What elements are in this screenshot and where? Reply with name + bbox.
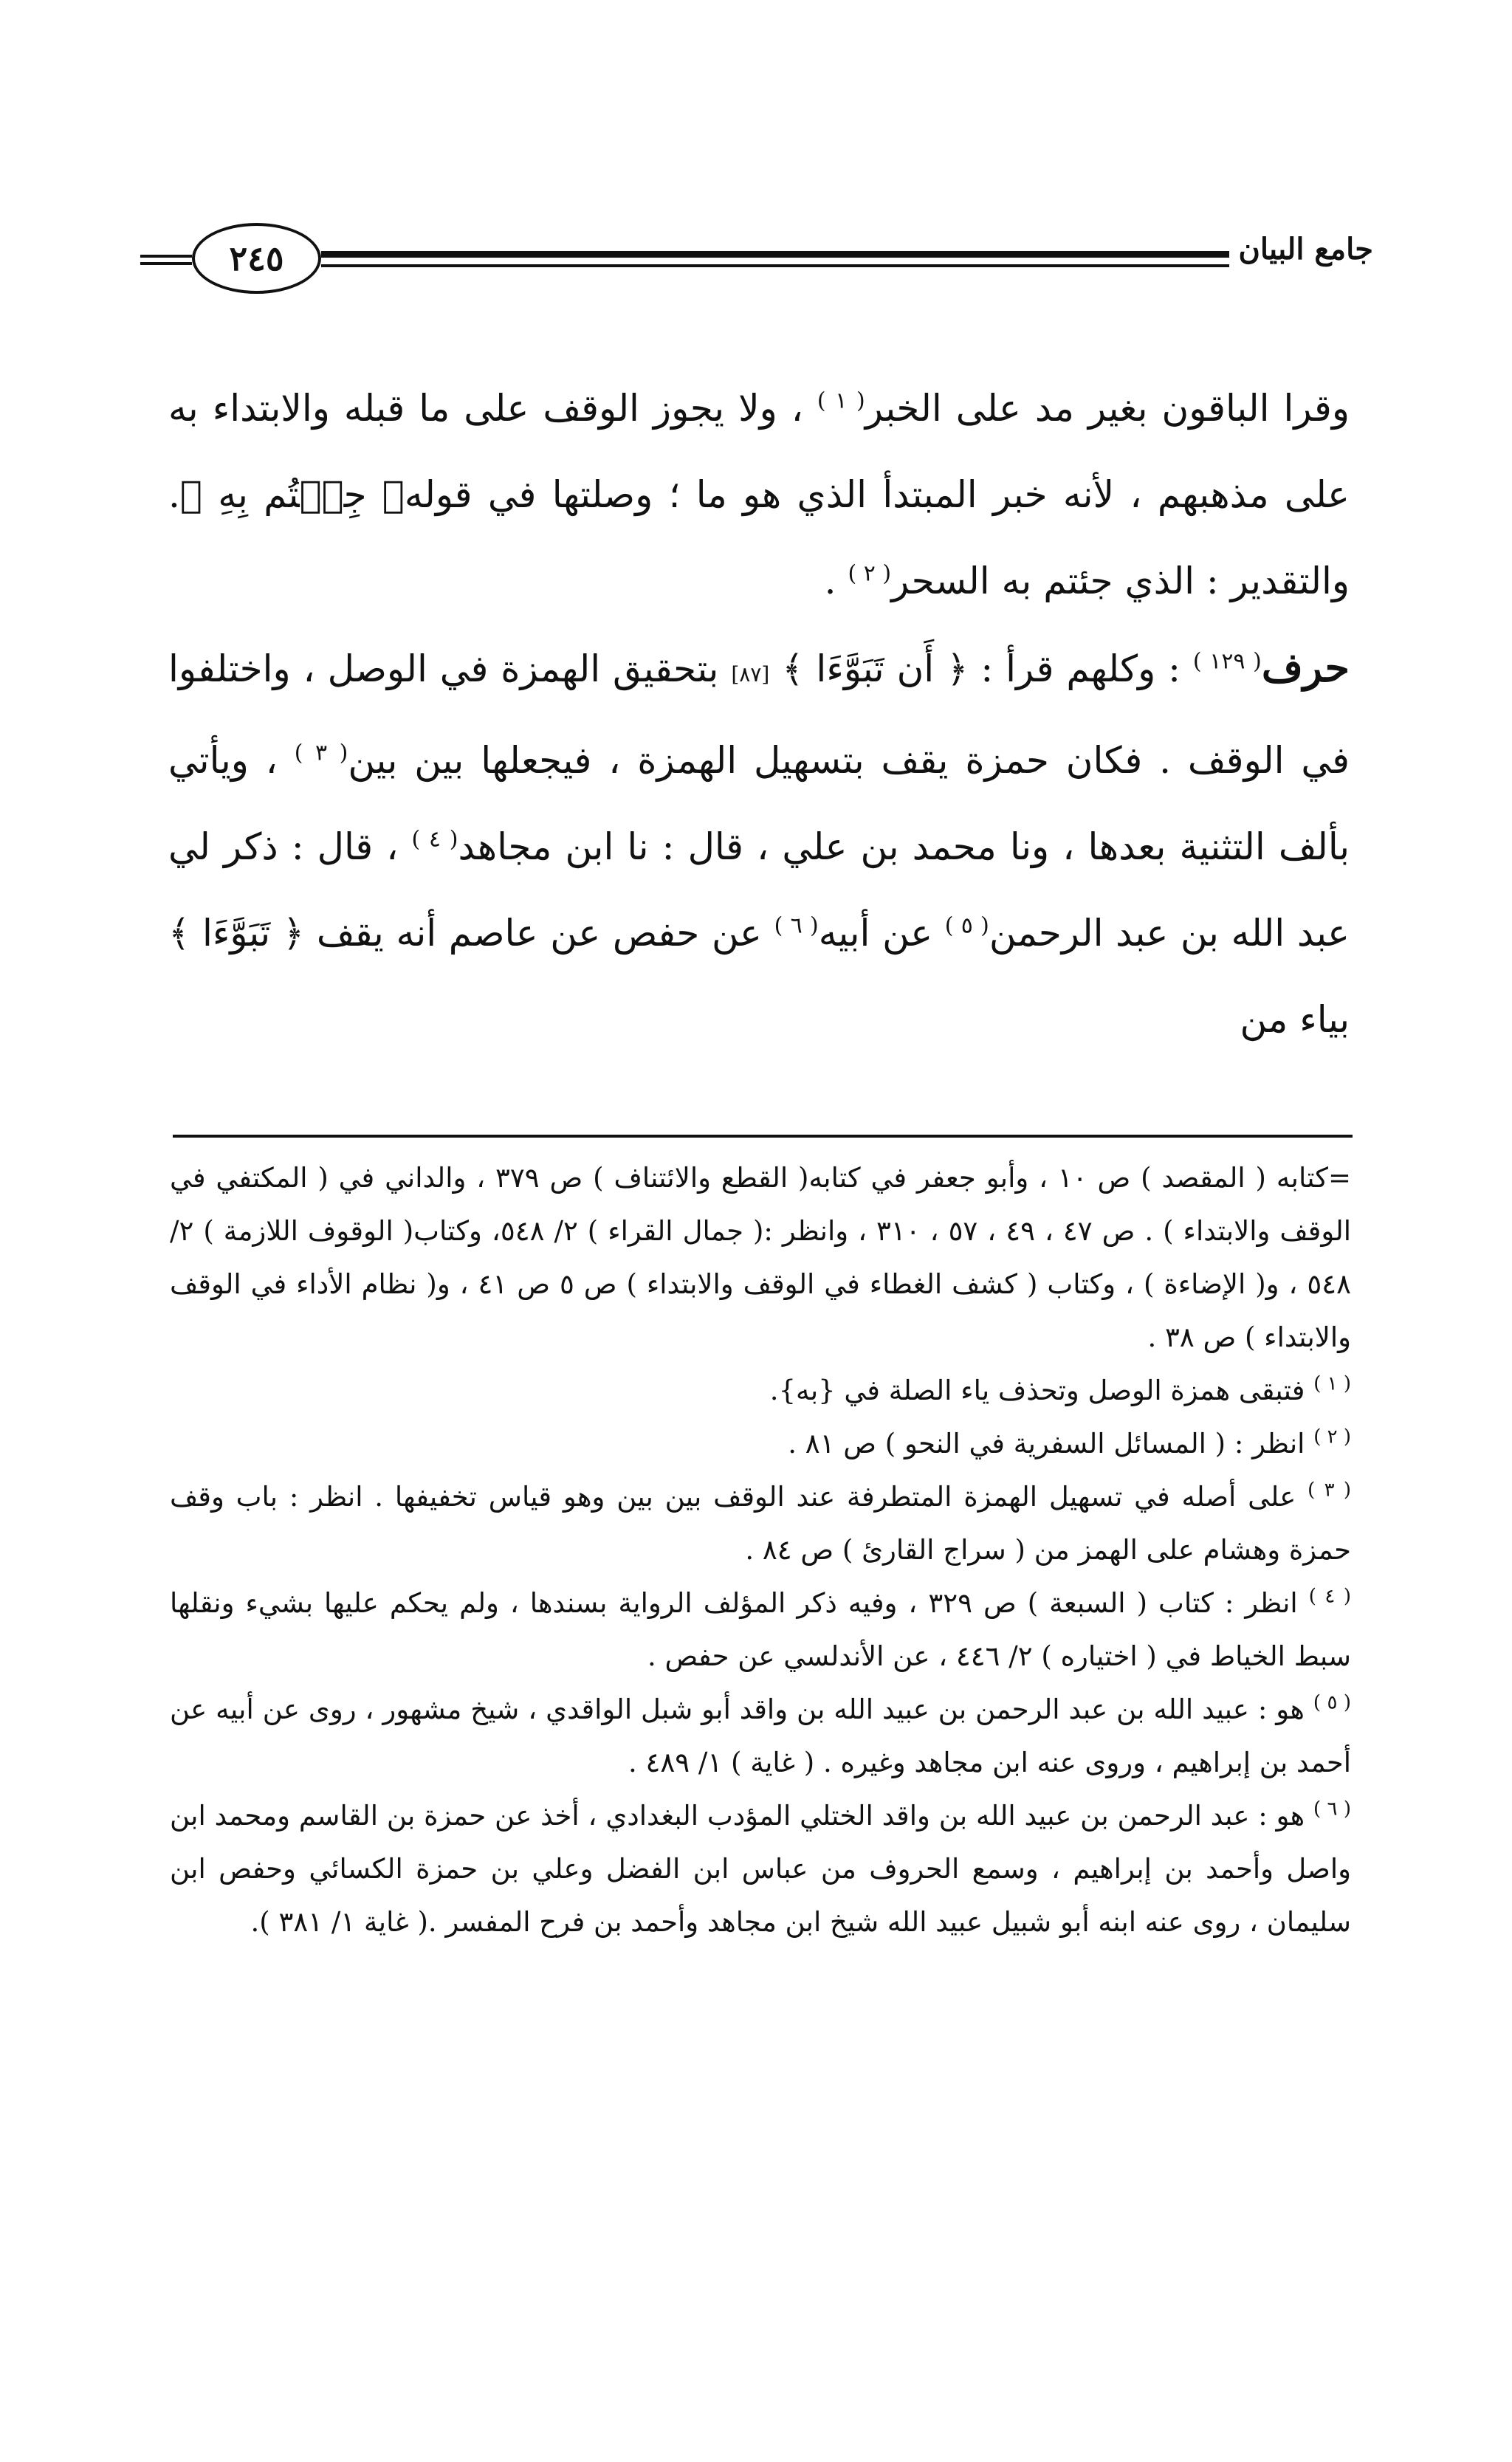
header-rule <box>321 251 1229 267</box>
footnote-text: فتبقى همزة الوصل وتحذف ياء الصلة في {به}. <box>769 1375 1305 1406</box>
footnote-text: على أصله في تسهيل الهمزة المتطرفة عند الوقف بين بين وهو قياس تخفيفها . انظر : باب وقف حمزة وهشام على الهمز من ( سراج القارئ ) ص ٨٤ . <box>170 1481 1351 1566</box>
quran-quote: ﴿ أَن تَبَوَّءَا ﴾ <box>782 647 969 690</box>
text-run: بياء من <box>1240 998 1350 1041</box>
footnote <box>170 1471 1351 1577</box>
page-number: ٢٤٥ <box>192 223 321 294</box>
running-title: جامع البيان <box>1238 232 1373 267</box>
text-run: وقرا الباقون بغير مد على الخبر <box>865 387 1350 430</box>
footnote-separator <box>173 1135 1353 1138</box>
footnote-number: ( ٥ ) <box>1313 1691 1351 1714</box>
paragraph-harf <box>168 625 1350 1063</box>
manuscript-page-ref: [٨٧] <box>731 662 770 687</box>
footnote-ref-1[interactable]: ( ١ ) <box>817 388 865 414</box>
footnote-number: ( ٣ ) <box>1307 1479 1351 1502</box>
footnote-ref-5[interactable]: ( ٥ ) <box>944 912 989 939</box>
footnote <box>170 1789 1351 1949</box>
footnote-number: ( ٢ ) <box>1313 1426 1351 1448</box>
main-text <box>168 365 1350 1063</box>
text-run: . والتقدير : الذي جئتم به السحر <box>168 473 1350 602</box>
footnote-number: ( ٤ ) <box>1308 1585 1352 1608</box>
footnote-number: ( ١ ) <box>1313 1372 1351 1395</box>
footnote-ref-4[interactable]: ( ٤ ) <box>411 826 458 853</box>
text-run: . <box>824 560 848 602</box>
footnote <box>170 1364 1351 1417</box>
footnote-ref-6[interactable]: ( ٦ ) <box>774 912 819 939</box>
header-rule-left <box>140 255 192 265</box>
footnote-text: انظر : كتاب ( السبعة ) ص ٣٢٩ ، وفيه ذكر المؤلف الرواية بسندها ، ولم يحكم عليها بشيء ونقلها سبط الخياط في ( اختياره ) ٢/ ٤٤٦ ، عن الأندلسي عن حفص . <box>170 1587 1351 1672</box>
text-run: ، ويأتي بألف التثنية بعدها ، ونا محمد بن علي ، قال : نا ابن مجاهد <box>168 739 1350 868</box>
footnotes <box>170 1152 1351 1949</box>
footnote <box>170 1577 1351 1683</box>
quran-quote: ﴿ تَبَوَّءَا ﴾ <box>168 912 305 955</box>
footnote-text: هو : عبيد الله بن عبد الرحمن بن عبيد الله بن واقد أبو شبل الواقدي ، شيخ مشهور ، روى عن أبيه عن أحمد بن إبراهيم ، وروى عنه ابن مجاهد وغيره . ( غاية ) ١/ ٤٨٩ . <box>170 1694 1351 1778</box>
text-run: : وكلهم قرأ : <box>968 647 1193 690</box>
footnote <box>170 1683 1351 1789</box>
page-header <box>140 221 1373 303</box>
footnote-text: هو : عبد الرحمن بن عبيد الله بن واقد الختلي المؤدب البغدادي ، أخذ عن حمزة بن القاسم ومحمد ابن واصل وأحمد بن إبراهيم ، وسمع الحروف من عباس ابن الفضل وعلي بن حمزة الكسائي وحفص ابن سليمان ، روى عنه ابنه أبو شبيل عبيد الله شيخ ابن مجاهد وأحمد بن فرح المفسر .( غاية ١/ ٣٨١ ). <box>170 1800 1351 1938</box>
text-run: عن أبيه <box>818 912 945 955</box>
footnote-ref-3[interactable]: ( ٣ ) <box>294 740 348 766</box>
text-run: بتحقيق الهمزة في الوصل ، واختلفوا في الوقف . فكان حمزة يقف بتسهيل الهمزة ، فيجعلها بين بين <box>168 647 1350 782</box>
harf-label: حرف <box>1261 644 1350 691</box>
paragraph-1 <box>168 365 1350 625</box>
footnote-number: ( ٦ ) <box>1313 1798 1351 1820</box>
quran-quote: ﴿ جِئۡتُم بِهِ ﴾ <box>179 473 405 516</box>
footnote-continuation: =كتابه ( المقصد ) ص ١٠ ، وأبو جعفر في كتابه( القطع والائتناف ) ص ٣٧٩ ، والداني في ( المكتفي في الوقف والابتداء ) . ص ٤٧ ، ٤٩ ، ٥٧ ، ٣١٠ ، وانظر :( جمال القراء ) ٢/ ٥٤٨، وكتاب( الوقوف اللازمة ) ٢/ ٥٤٨ ، و( الإضاءة ) ، وكتاب ( كشف الغطاء في الوقف والابتداء ) ص ٥ ص ٤١ ، و( نظام الأداء في الوقف والابتداء ) ص ٣٨ . <box>170 1162 1352 1353</box>
harf-number: ( ١٢٩ ) <box>1192 648 1262 675</box>
text-run: ، قال : ذكر لي عبد الله بن عبد الرحمن <box>168 825 1350 955</box>
text-run: عن حفص عن عاصم أنه يقف <box>304 912 774 955</box>
footnote-text: انظر : ( المسائل السفرية في النحو ) ص ٨١ . <box>788 1428 1305 1459</box>
footnote <box>170 1417 1351 1471</box>
text-run: ، ولا يجوز الوقف على ما قبله والابتداء به على مذهبهم ، لأنه خبر المبتدأ الذي هو ما ؛ وصلتها في قوله <box>168 387 1350 516</box>
footnote-ref-2[interactable]: ( ٢ ) <box>848 560 892 587</box>
